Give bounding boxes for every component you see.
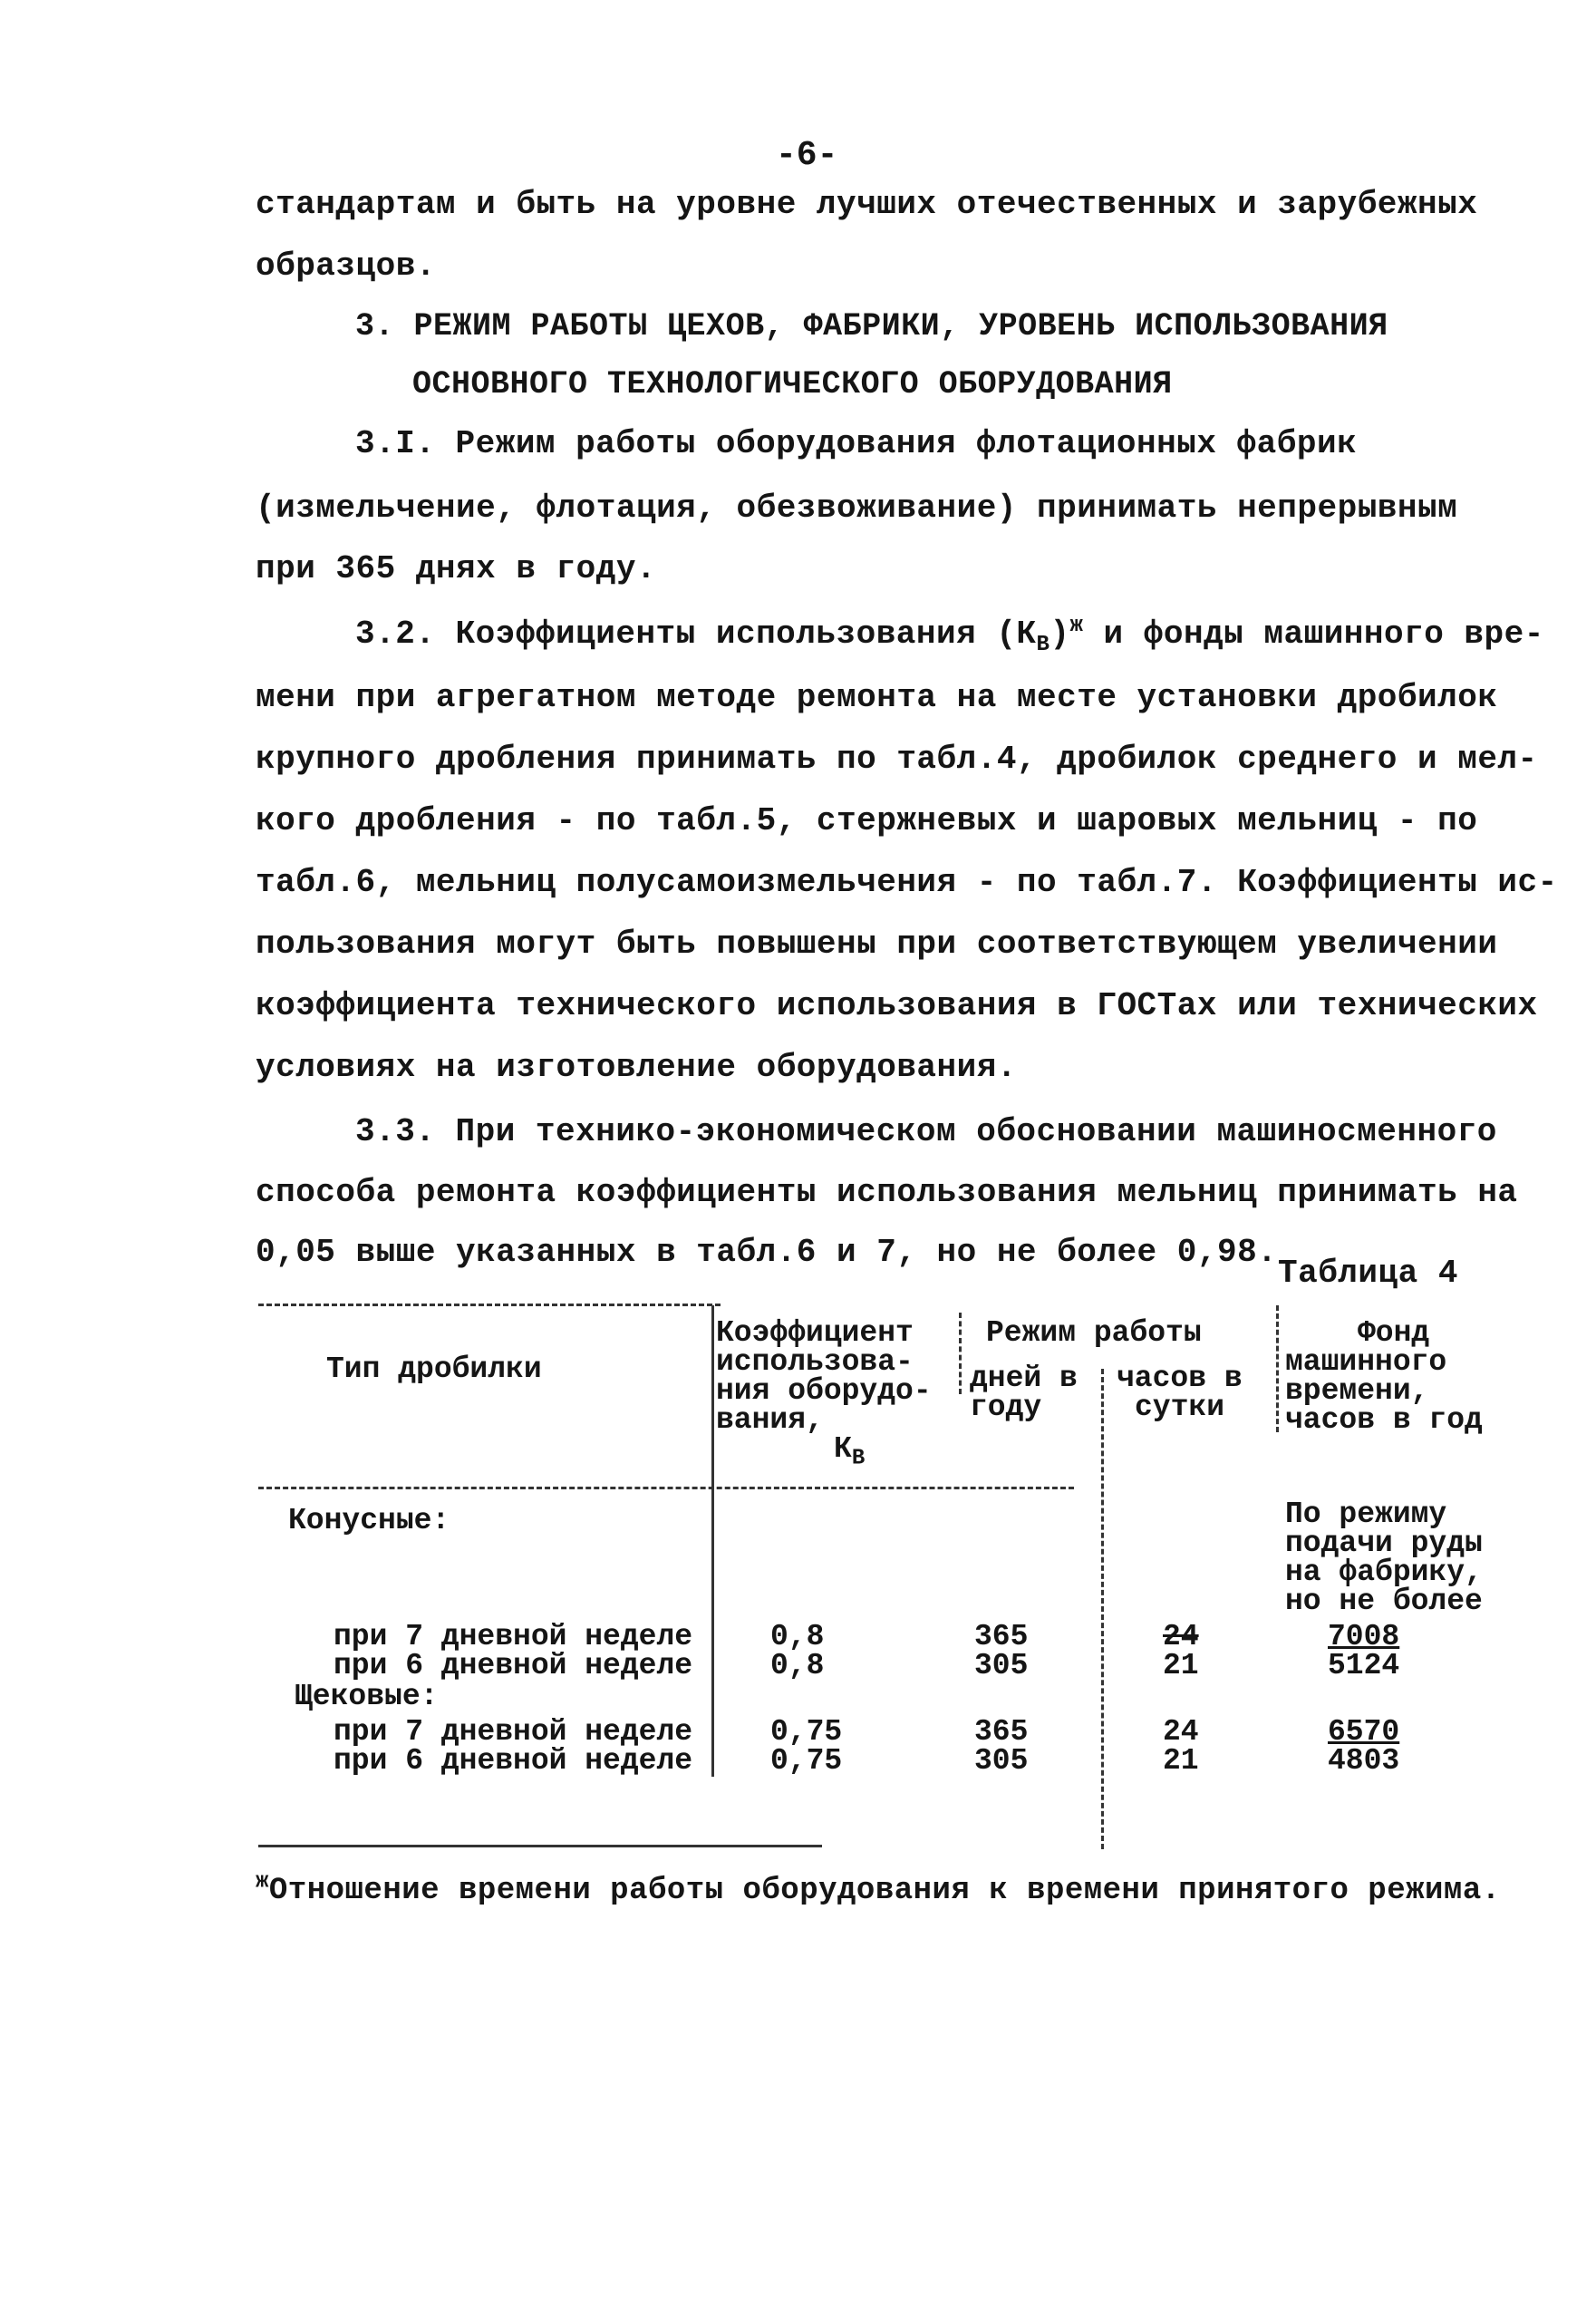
text-line: крупного дробления принимать по табл.4, дробилок среднего и мел-	[256, 741, 1538, 778]
cell-hours: 24	[1163, 1620, 1199, 1653]
row-label: при 6 дневной неделе	[334, 1649, 693, 1682]
fund-note	[1285, 1500, 1483, 1616]
header-text: вания,	[716, 1403, 824, 1437]
cell-coef: 0,8	[770, 1649, 825, 1682]
header-fund	[1285, 1316, 1483, 1437]
cell-fund: 7008	[1328, 1620, 1400, 1653]
cell-days: 365	[974, 1715, 1029, 1749]
footnote-text: Отношение времени работы оборудования к времени принятого режима.	[268, 1874, 1501, 1908]
header-text	[716, 1432, 932, 1471]
text-line: 3.3. При технико-экономическом обосновании машиносменного	[355, 1113, 1497, 1150]
text-line: способа ремонта коэффициенты использования мельниц принимать на	[256, 1174, 1518, 1211]
text-span: К	[834, 1432, 852, 1466]
table-bottom-rule	[258, 1845, 822, 1847]
footnote-mark: ж	[1069, 614, 1084, 638]
cell-fund: 4803	[1328, 1744, 1400, 1778]
note-text: но не более	[1285, 1585, 1483, 1618]
subscript: В	[851, 1446, 866, 1471]
header-text: Фонд	[1358, 1316, 1430, 1350]
cell-fund: 5124	[1328, 1649, 1400, 1682]
header-text: сутки	[1135, 1391, 1225, 1424]
text-line: стандартам и быть на уровне лучших отечественных и зарубежных	[256, 186, 1478, 223]
cell-fund: 6570	[1328, 1715, 1400, 1749]
note-text: По режиму	[1285, 1498, 1447, 1531]
text-span: )	[1049, 616, 1070, 653]
row-label: при 6 дневной неделе	[334, 1744, 693, 1778]
text-line: условиях на изготовление оборудования.	[256, 1049, 1017, 1086]
text-line: пользования могут быть повышены при соответствующем увеличении	[256, 926, 1498, 963]
text-line: (измельчение, флотация, обезвоживание) принимать непрерывным	[256, 490, 1458, 527]
cell-hours: 21	[1163, 1744, 1199, 1778]
cell-coef: 0,75	[770, 1744, 843, 1778]
column-divider	[959, 1313, 962, 1394]
cell-days: 305	[974, 1649, 1029, 1682]
subscript: В	[1036, 633, 1050, 658]
header-text: дней в	[970, 1362, 1078, 1395]
column-divider	[1276, 1305, 1279, 1432]
text-line: коэффициента технического использования в ГОСТах или технических	[256, 987, 1538, 1024]
text-span: и фонды машинного вре-	[1083, 616, 1544, 653]
cell-hours: 21	[1163, 1649, 1199, 1682]
text-line: образцов.	[256, 247, 436, 285]
table-header-rule	[258, 1487, 1074, 1489]
column-divider	[711, 1305, 714, 1777]
group-label: Щековые:	[295, 1680, 439, 1713]
header-type: Тип дробилки	[326, 1352, 542, 1386]
cell-hours: 24	[1163, 1715, 1199, 1749]
header-text: Коэффициент	[716, 1316, 914, 1350]
header-text: ния оборудо-	[716, 1374, 932, 1408]
text-line: при 365 днях в году.	[256, 550, 657, 587]
text-line: табл.6, мельниц полусамоизмельчения - по табл.7. Коэффициенты ис-	[256, 864, 1558, 901]
group-label: Конусные:	[288, 1504, 450, 1537]
header-text: часов в год	[1285, 1403, 1483, 1437]
text-line: кого дробления - по табл.5, стержневых и шаровых мельниц - по	[256, 802, 1478, 839]
footnote-mark: ж	[256, 1869, 269, 1895]
column-divider	[1101, 1369, 1104, 1849]
note-text: на фабрику,	[1285, 1556, 1483, 1589]
header-text: часов в	[1117, 1362, 1243, 1395]
section-heading: 3. РЕЖИМ РАБОТЫ ЦЕХОВ, ФАБРИКИ, УРОВЕНЬ ИСПОЛЬЗОВАНИЯ	[355, 308, 1388, 344]
section-heading: ОСНОВНОГО ТЕХНОЛОГИЧЕСКОГО ОБОРУДОВАНИЯ	[412, 366, 1173, 402]
row-label: при 7 дневной неделе	[334, 1620, 693, 1653]
cell-days: 365	[974, 1620, 1029, 1653]
header-days	[970, 1364, 1078, 1422]
header-mode: Режим работы	[986, 1316, 1202, 1350]
note-text: подачи руды	[1285, 1527, 1483, 1560]
text-span: 3.2. Коэффициенты использования (К	[355, 616, 1037, 653]
row-label: при 7 дневной неделе	[334, 1715, 693, 1749]
header-text: машинного	[1285, 1345, 1447, 1379]
header-text: времени,	[1285, 1374, 1429, 1408]
header-hours	[1117, 1364, 1243, 1422]
header-coef	[716, 1316, 932, 1471]
header-text: использова-	[716, 1345, 914, 1379]
table-caption: Таблица 4	[1278, 1255, 1458, 1292]
page-number: -6-	[776, 136, 838, 175]
text-line	[355, 614, 1544, 658]
header-text: году	[970, 1391, 1042, 1424]
text-line: мени при агрегатном методе ремонта на месте установки дробилок	[256, 679, 1498, 716]
text-line: 3.I. Режим работы оборудования флотационных фабрик	[355, 425, 1358, 462]
table-top-rule	[258, 1304, 721, 1306]
cell-coef: 0,75	[770, 1715, 843, 1749]
footnote	[256, 1869, 1501, 1908]
text-line: 0,05 выше указанных в табл.6 и 7, но не более 0,98.	[256, 1234, 1278, 1271]
cell-coef: 0,8	[770, 1620, 825, 1653]
cell-days: 305	[974, 1744, 1029, 1778]
